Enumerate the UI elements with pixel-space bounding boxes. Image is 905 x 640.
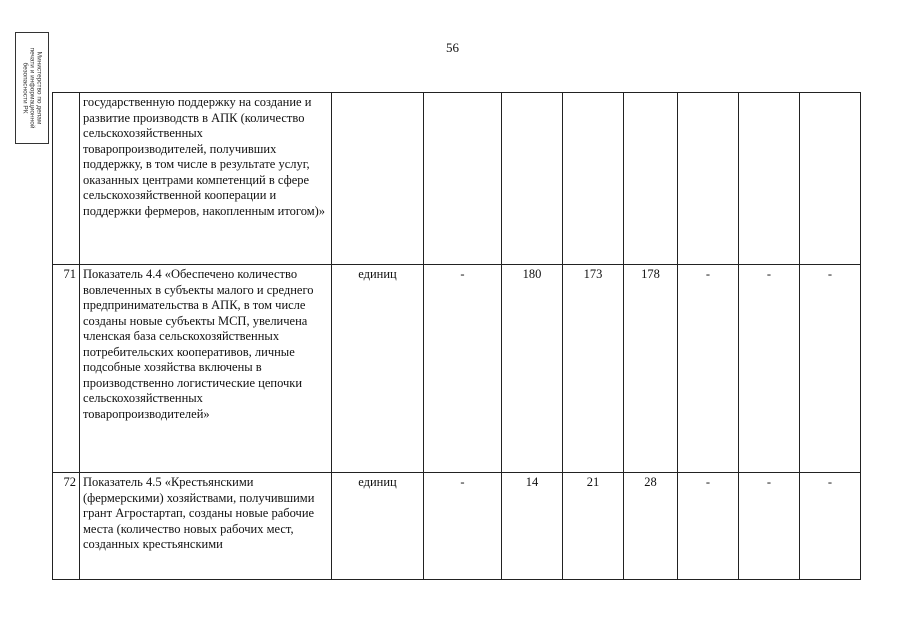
value-cell: - — [800, 473, 861, 580]
unit-cell — [332, 93, 424, 265]
indicator-text: Показатель 4.5 «Крестьянскими (фермерскими) хозяйствами, получившими грант Агростартап, созданы новые рабочие места (количество новых рабочих мест, созданных крестьянскими — [80, 473, 332, 580]
value-cell — [800, 93, 861, 265]
page-number: 56 — [446, 40, 459, 55]
value-cell — [624, 93, 678, 265]
value-cell: - — [424, 473, 502, 580]
value-cell: - — [800, 265, 861, 473]
indicators-table — [52, 92, 861, 580]
registration-stamp — [15, 32, 49, 144]
indicator-text: Показатель 4.4 «Обеспечено количество вовлеченных в субъекты малого и среднего предпринимательства в АПК, в том числе созданы новые субъекты МСП, увеличена членская база сельскохозяйственных потребительских кооперативов, личные подсобные хозяйства включены в производственно логистические цепочки сельскохозяйственных товаропроизводителей» — [80, 265, 332, 473]
table-row — [53, 265, 861, 473]
row-number — [53, 93, 80, 265]
value-cell: 178 — [624, 265, 678, 473]
stamp-line: печати и информационной — [28, 47, 36, 129]
value-cell: 180 — [502, 265, 563, 473]
value-cell — [424, 93, 502, 265]
value-cell: - — [739, 473, 800, 580]
table-row — [53, 93, 861, 265]
stamp-line: безопасности РК — [21, 62, 29, 114]
value-cell: - — [678, 265, 739, 473]
indicator-text: государственную поддержку на создание и развитие производств в АПК (количество сельскохозяйственных товаропроизводителей, получивших поддержку, в том числе в результате услуг, оказанных центрами компетенций в сфере сельскохозяйственной кооперации и поддержки фермеров, накопленным итогом)» — [80, 93, 332, 265]
value-cell — [502, 93, 563, 265]
value-cell: - — [739, 265, 800, 473]
value-cell: 21 — [563, 473, 624, 580]
stamp-text — [22, 34, 43, 142]
value-cell — [678, 93, 739, 265]
value-cell: 14 — [502, 473, 563, 580]
value-cell: - — [678, 473, 739, 580]
stamp-line: Министерство по делам — [35, 51, 43, 125]
row-number: 71 — [53, 265, 80, 473]
unit-cell: единиц — [332, 473, 424, 580]
unit-cell: единиц — [332, 265, 424, 473]
row-number: 72 — [53, 473, 80, 580]
value-cell — [563, 93, 624, 265]
table-row — [53, 473, 861, 580]
value-cell — [739, 93, 800, 265]
value-cell: - — [424, 265, 502, 473]
value-cell: 173 — [563, 265, 624, 473]
value-cell: 28 — [624, 473, 678, 580]
